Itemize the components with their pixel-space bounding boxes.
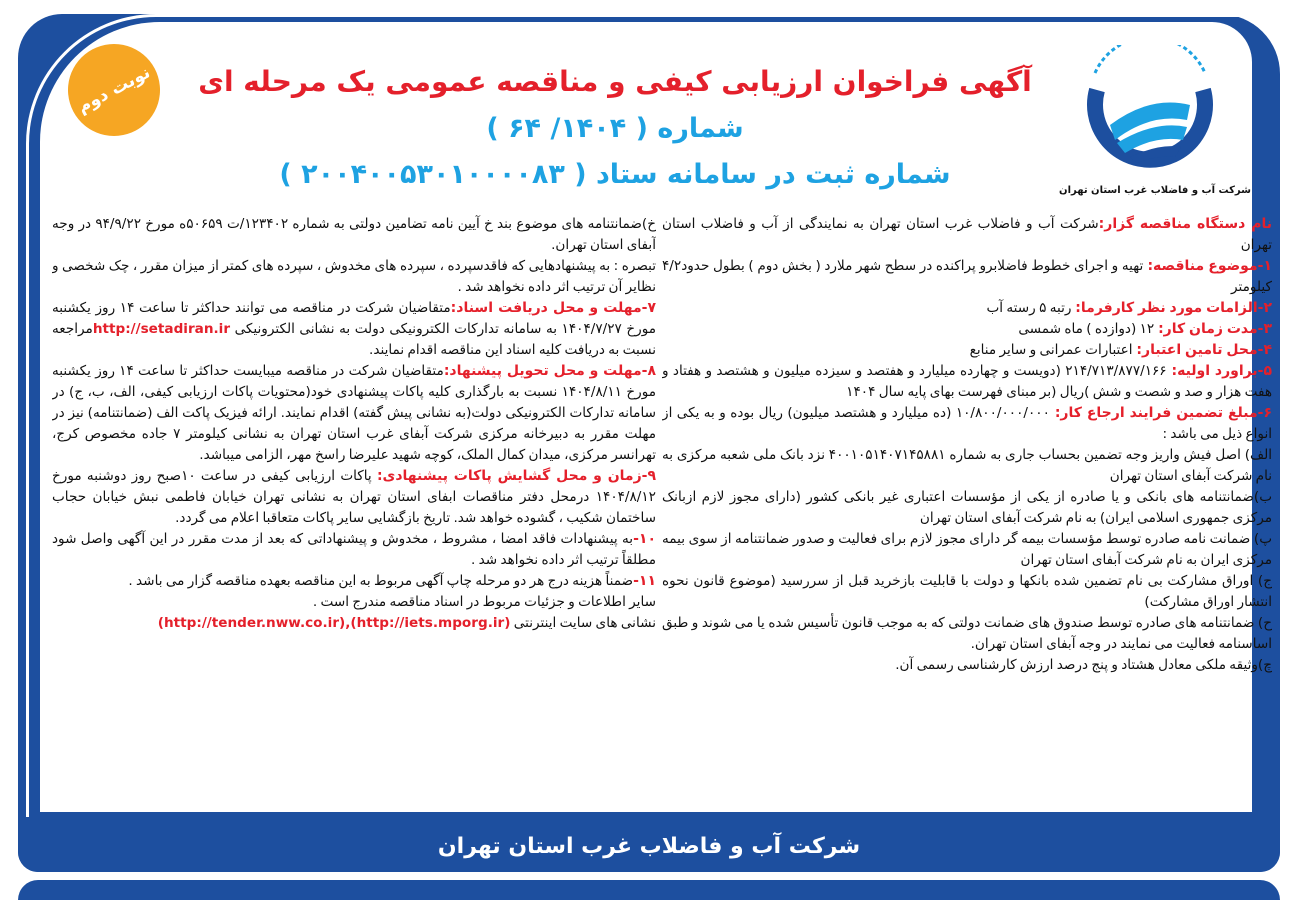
notice-number: شماره ( ۱۴۰۴/ ۶۴ ) (486, 113, 744, 144)
paragraph-text: ب)ضمانتنامه های بانکی و یا صادره از یکی از مؤسسات اعتباری غیر بانکی کشور (دارای مجوز لازم ازبانک مرکزی جمهوری اسلامی ایران) به نام شرکت آبفای استان تهران (662, 489, 1272, 526)
section-heading: ۱۱- (633, 573, 656, 589)
paragraph-text: متقاضیان شرکت در مناقصه میبایست حداکثر تا ساعت ۱۴ روز یکشنبه مورخ ۱۴۰۴/۸/۱۱ نسبت به بارگذاری کلیه پاکات پیشنهادی خود(محتویات پاکات ارزیابی کیفی، الف، ب، ج) در سامانه تدارکات الکترونیکی دولت(به نشانی پیش گفته) اقدام نمایند. ارائه فیزیک پاکت الف (ضمانتنامه) نیز در مهلت مقرر به دبیرخانه مرکزی شرکت آبفای غرب استان تهران به نشانی کیلومتر ۷ جاده مخصوص کرج، تهرانسر مرکزی، میدان کمال الملک، کوچه شهید علیرضا راسخ مهر، الزامی میباشد. (52, 363, 656, 463)
paragraph-text: پ) ضمانت نامه صادره توسط مؤسسات بیمه گر دارای مجوز لازم برای فعالیت و صدور ضمانتنامه از سوی بیمه مرکزی ایران به نام شرکت آبفای استان تهران (662, 531, 1272, 568)
right-column (662, 214, 1272, 822)
paragraph-text: سایر اطلاعات و جزئیات مربوط در اسناد مناقصه مندرج است . (312, 594, 656, 610)
notice-paragraph (662, 298, 1272, 319)
paragraph-text: خ)ضمانتنامه های موضوع بند خ آیین نامه تضامین دولتی به شماره ۱۲۳۴۰۲/ت ۵۰۶۵۹ه مورخ ۹۴/۹/۲۲ در وجه آبفای استان تهران. (52, 216, 656, 253)
notice-paragraph (52, 466, 656, 529)
paragraph-text: چ)وثیقه ملکی معادل هشتاد و پنج درصد ارزش کارشناسی رسمی آن. (895, 657, 1272, 673)
section-heading: ۵-براورد اولیه: (1166, 363, 1272, 379)
next-ad-edge (18, 880, 1280, 900)
section-heading: ۱-موضوع مناقصه: (1143, 258, 1272, 274)
notice-paragraph (52, 214, 656, 256)
notice-paragraph (52, 571, 656, 592)
notice-paragraph (52, 298, 656, 361)
paragraph-text: ج) اوراق مشارکت بی نام تضمین شده بانکها و دولت با قابلیت بازخرید قبل از سررسید (موضوع قانون نحوه انتشار اوراق مشارکت) (662, 573, 1272, 610)
notice-paragraph (662, 529, 1272, 571)
setad-registration-number: شماره ثبت در سامانه ستاد ( ۲۰۰۴۰۰۵۳۰۱۰۰۰۰۸۳ ) (279, 159, 951, 190)
notice-paragraph (662, 571, 1272, 613)
section-heading: ۹-زمان و محل گشایش پاکات پیشنهادی: (376, 468, 656, 484)
website-link[interactable]: http://setadiran.ir (92, 321, 231, 337)
website-link[interactable]: (http://tender.nww.co.ir),(http://iets.mporg.ir) (157, 615, 511, 631)
second-publication-badge: نوبت دوم (52, 28, 176, 152)
paragraph-text: تهیه و اجرای خطوط فاضلابرو پراکنده در سطح شهر ملارد ( بخش دوم ) بطول حدود۴/۲ کیلومتر (662, 258, 1272, 295)
paragraph-text: رتبه ۵ رسته آب (986, 300, 1072, 316)
notice-paragraph (662, 403, 1272, 445)
section-heading: ۳-مدت زمان کار: (1154, 321, 1272, 337)
paragraph-text: اعتبارات عمرانی و سایر منابع (969, 342, 1133, 358)
paragraph-text: ح) ضمانتنامه های صادره توسط صندوق های ضمانت دولتی که به موجب قانون تأسیس شده یا می شوند و طبق اساسنامه فعالیت می نمایند در وجه آبفای استان تهران. (662, 615, 1272, 652)
section-heading: ۴-محل تامین اعتبار: (1132, 342, 1272, 358)
left-column (52, 214, 656, 822)
section-heading: ۱۰- (633, 531, 656, 547)
notice-paragraph (662, 445, 1272, 487)
notice-paragraph (662, 319, 1272, 340)
paragraph-text: ۱۰/۸۰۰/۰۰۰/۰۰۰ (ده میلیارد و هشتصد میلیون) ریال بوده و به یکی از انواع ذیل می باشد : (662, 405, 1272, 442)
notice-paragraph (52, 592, 656, 613)
paragraph-text: شرکت آب و فاضلاب غرب استان تهران به نمایندگی از آب و فاضلاب استان تهران (662, 216, 1272, 253)
notice-paragraph (662, 655, 1272, 676)
section-heading: ۸-مهلت و محل تحویل پیشنهاد: (443, 363, 656, 379)
notice-paragraph (662, 361, 1272, 403)
company-logo-icon (1075, 45, 1225, 180)
notice-paragraph (52, 361, 656, 466)
notice-title: آگهی فراخوان ارزیابی کیفی و مناقصه عمومی یک مرحله ای (198, 65, 1032, 98)
paragraph-text: مراجعه نسبت به دریافت کلیه اسناد این مناقصه اقدام نمایند. (52, 321, 656, 358)
notice-paragraph (52, 256, 656, 298)
paragraph-text: الف) اصل فیش واریز وجه تضمین بحساب جاری به شماره ۴۰۰۱۰۵۱۴۰۷۱۴۵۸۸۱ نزد بانک ملی شعبه مرکزی به نام شرکت آبفای استان تهران (662, 447, 1272, 484)
paragraph-text: ۲۱۴/۷۱۳/۸۷۷/۱۶۶ (دویست و چهارده میلیارد و هفتصد و سیزده میلیون و هشتصد و هفتاد و هفت هزار و صد و شصت و شش )ریال (بر مبنای فهرست بهای پایه سال ۱۴۰۴ (662, 363, 1272, 400)
paragraph-text: ضمناً هزینه درج هر دو مرحله چاپ آگهی مربوط به این مناقصه بعهده مناقصه گزار می باشد . (128, 573, 634, 589)
notice-paragraph (662, 214, 1272, 256)
section-heading: ۲-الزامات مورد نظر کارفرما: (1071, 300, 1272, 316)
notice-paragraph (662, 613, 1272, 655)
section-heading: نام دستگاه مناقصه گزار: (1098, 216, 1272, 232)
section-heading: ۷-مهلت و محل دریافت اسناد: (450, 300, 656, 316)
notice-paragraph (662, 256, 1272, 298)
notice-paragraph (52, 613, 656, 634)
footer-banner: شرکت آب و فاضلاب غرب استان تهران (18, 826, 1280, 872)
paragraph-text: نشانی های سایت اینترنتی (510, 615, 656, 631)
paragraph-text: پاکات ارزیابی کیفی در ساعت ۱۰صبح روز دوشنبه مورخ ۱۴۰۴/۸/۱۲ درمحل دفتر مناقصات ابفای استان تهران به نشانی تهران خیابان فاطمی نبش خیابان حجاب ساختمان شکیب ، گشوده خواهد شد. تاریخ بازگشایی سایر پاکات متعاقبا اعلام می گردد. (52, 468, 656, 526)
notice-paragraph (662, 340, 1272, 361)
section-heading: ۶-مبلغ تضمین فرایند ارجاع کار: (1049, 405, 1272, 421)
header (170, 58, 1060, 198)
paragraph-text: متقاضیان شرکت در مناقصه می توانند حداکثر تا ساعت ۱۴ روز یکشنبه مورخ ۱۴۰۴/۷/۲۷ به سامانه تدارکات الکترونیکی دولت به نشانی الکترونیکی (52, 300, 656, 337)
logo-caption: شرکت آب و فاضلاب غرب استان تهران (1059, 185, 1251, 196)
notice-paragraph (52, 529, 656, 571)
paragraph-text: به پیشنهادات فاقد امضا ، مشروط ، مخدوش و پیشنهاداتی که بعد از مدت مقرر در این آگهی واصل شود مطلقاً ترتیب اثر داده نخواهد شد . (52, 531, 656, 568)
notice-paragraph (662, 487, 1272, 529)
paragraph-text: تبصره : به پیشنهادهایی که فاقدسپرده ، سپرده های مخدوش ، سپرده های کمتر از میزان مقرر ، چک شخصی و نظایر آن ترتیب اثر داده نخواهد شد . (52, 258, 656, 295)
paragraph-text: ۱۲ (دوازده ) ماه شمسی (1018, 321, 1155, 337)
